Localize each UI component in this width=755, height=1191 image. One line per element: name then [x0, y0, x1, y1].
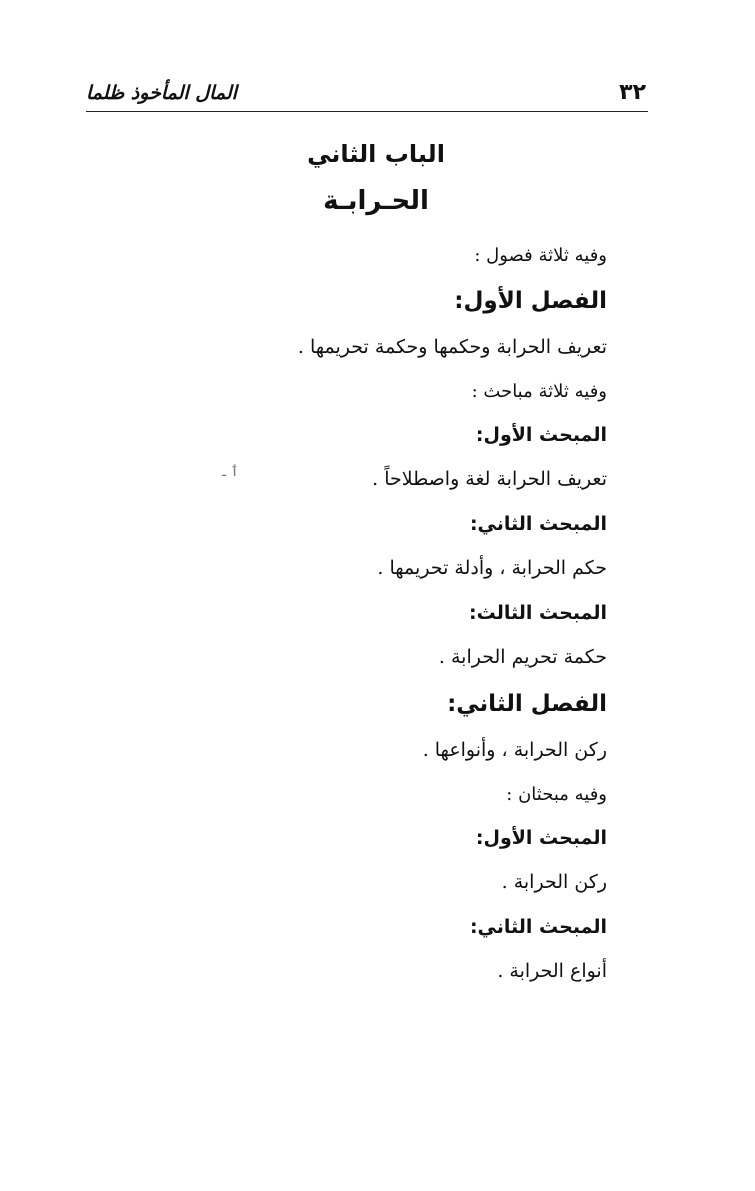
- content-line: تعريف الحرابة لغة واصطلاحاً .: [372, 468, 607, 490]
- content-line: ركن الحرابة .: [501, 871, 607, 893]
- content-line: حكم الحرابة ، وأدلة تحريمها .: [377, 557, 607, 579]
- running-title: المال المأخوذ ظلما: [86, 82, 237, 104]
- table-of-contents: [147, 236, 607, 996]
- content-line: وفيه ثلاثة مباحث :: [471, 381, 607, 402]
- content-line: ركن الحرابة ، وأنواعها .: [422, 739, 607, 761]
- content-line: حكمة تحريم الحرابة .: [438, 646, 607, 668]
- running-header: [86, 78, 646, 112]
- part-title: الباب الثاني: [307, 140, 445, 168]
- margin-mark: ٲ ـ: [222, 464, 239, 480]
- chapter-heading: الفصل الأول:: [454, 288, 607, 314]
- part-subtitle: الحـرابـة: [323, 186, 429, 216]
- section-heading: المبحث الثالث:: [469, 602, 607, 624]
- section-heading: المبحث الأول:: [475, 424, 607, 446]
- content-line: وفيه مبحثان :: [506, 784, 607, 805]
- section-heading: المبحث الثاني:: [469, 916, 607, 938]
- page-number: ٣٢: [619, 80, 646, 105]
- content-line: وفيه ثلاثة فصول :: [474, 245, 607, 266]
- header-divider: [86, 111, 648, 112]
- section-heading: المبحث الثاني:: [469, 513, 607, 535]
- section-heading: المبحث الأول:: [475, 827, 607, 849]
- chapter-heading: الفصل الثاني:: [447, 691, 607, 717]
- content-line: تعريف الحرابة وحكمها وحكمة تحريمها .: [297, 336, 607, 358]
- content-line: أنواع الحرابة .: [497, 960, 607, 982]
